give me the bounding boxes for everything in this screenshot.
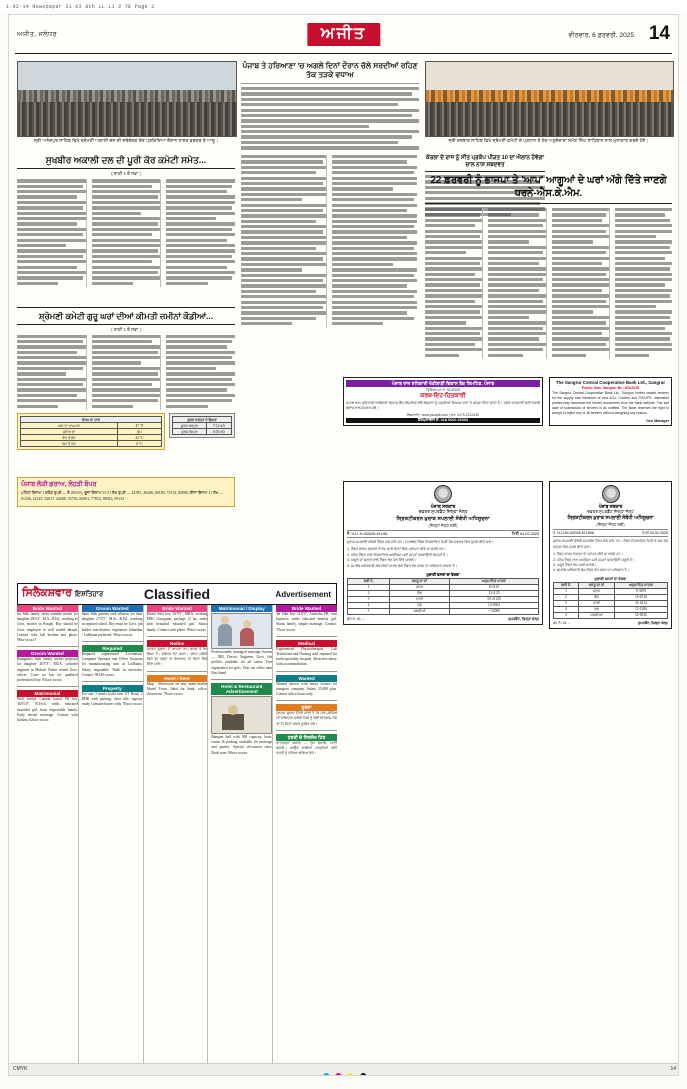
classified-col-2	[82, 605, 144, 1065]
center-headline-body	[241, 87, 419, 150]
table-header: ਅਨੁਮਾਨਿਤ ਮਾਤਰਾ	[450, 578, 539, 584]
classified-section-head: Property	[82, 685, 143, 692]
classified-col-3	[147, 605, 209, 1065]
notice-right-table-caption: ਖ਼ੁਰਾਕੀ ਵਸਤਾਂ ਦਾ ਵੇਰਵਾ	[594, 576, 627, 581]
classified-section-text: Experienced Physiotherapist, Lab Technician and Nursing staff required for multi-speciality hospital. Attractive salary with accommodation.	[276, 646, 337, 667]
center-column-block	[241, 155, 419, 328]
classified-section-head: Notice	[147, 640, 208, 647]
classified-section-head: Wanted	[276, 675, 337, 682]
classified-col-5	[276, 605, 337, 1065]
lottery-title: ਪੰਜਾਬ ਲੱਕੀ ਡਰਾਅ, ਲੋਹੜੀ ਬੰਪਰ	[21, 481, 97, 488]
sangrur-ad-body: The Sangrur Central Cooperative Bank Ltd., Sangrur invites sealed tenders for the supply and handover of new ACs, Coolers and DG/UPS. Interested parties may download the tender documents from the bank website. The last date of submission of tenders is as notified. The Bank reserves the right to accept or reject any or all tenders without assigning any reason.	[552, 391, 669, 416]
lottery-text: ਪਹਿਲਾ ਇਨਾਮ 1 ਕਰੋੜ ਰੁਪਏ — ਏ 265335, ਦੂਜਾ ਇਨਾਮ 51-51 ਲੱਖ ਰੁਪਏ — 24785, 40206, 60189, 73114, 82900, ਤੀਜਾ ਇਨਾਮ 11 ਲੱਖ — 01336, 22145, 33617, 44208, 55730, 66901, 77852, 88043, 99132	[21, 491, 224, 501]
notice-right	[549, 481, 672, 629]
notice-point: 1. ਟੈਂਡਰ ਫਾਰਮ ਦਫ਼ਤਰ ਤੋਂ ਕੰਮ ਵਾਲੇ ਦਿਨਾਂ ਵਿੱਚ ਪ੍ਰਾਪਤ ਕੀਤੇ ਜਾ ਸਕਦੇ ਹਨ।	[347, 547, 447, 552]
lottery-box	[17, 477, 235, 507]
print-header-bar: 1-02-14 Newspaper 31 03 8th LL L1 2 7E Page 2	[0, 0, 687, 14]
top-left-photo-block	[17, 61, 235, 149]
table-header: ਵਸਤੂ ਦਾ ਨਾਂ	[579, 582, 615, 588]
sun-row-value: 6:03 ਵਜੇ	[206, 429, 231, 435]
weather-row-label: ਸ਼ਹਿਰ ਦਾ	[21, 429, 118, 435]
left-lead-col1	[17, 179, 87, 287]
masthead	[15, 19, 672, 54]
classified-section-head: ਧਰਤੀ ਦੇ ਸਿਰਲੇਖ ਹਿਤ	[276, 734, 337, 741]
sun-row-label: ਸੂਰਜ ਛਿਪਣ	[173, 429, 207, 435]
classified-banner-left-sub: ਇਸ਼ਤਿਹਾਰ	[75, 591, 104, 598]
classified-section-text: Shop / Showroom on rent, main market Model Town. Ideal for bank, office, showroom. 78xxx-xxxxx	[146, 681, 208, 697]
table-header: ਵਸਤੂ ਦਾ ਨਾਂ	[390, 578, 450, 584]
notice-left-table	[347, 578, 539, 615]
notice-point: 2. ਹਰੇਕ ਟੈਂਡਰ ਨਾਲ ਅਰਨੈਸਟ ਮਨੀ ਜਮ੍ਹਾਂ ਕਰਵਾਉਣੀ ਜ਼ਰੂਰੀ ਹੈ।	[553, 557, 635, 562]
notice-point: 4. ਸਮਰੱਥ ਅਧਿਕਾਰੀ ਕੋਲ ਬਿਨਾਂ ਕਾਰਨ ਦੱਸੇ ਟੈਂਡਰ ਰੱਦ ਕਰਨ ਦਾ ਅਧਿਕਾਰ ਰਾਖਵਾਂ ਹੈ।	[347, 564, 458, 568]
sangrur-ad-title: The Sangrur Central Cooperative Bank Ltd., Sangrur	[555, 380, 666, 385]
notice-right-subheading: (ਜ਼ਿਲ੍ਹਾ ਜੇਲ੍ਹ ਲਈ)	[596, 522, 625, 528]
left-second-jump: ( ਬਾਕੀ 1 ਤੋਂ ਸਫ਼ਾ )	[111, 326, 141, 332]
notice-right-signature: ਸੁਪਰਡੈਂਟ, ਜ਼ਿਲ੍ਹਾ ਜੇਲ੍ਹ	[638, 620, 668, 625]
table-row: 4 ਖੰਡ 12-6362	[348, 602, 539, 608]
notice-right-body: ਖ਼ੁਰਾਕ ਸਪਲਾਈ ਸੰਬੰਧੀ ਮੋਹਰਬੰਦ ਟੈਂਡਰ ਮੰਗੇ ਜਾਂਦੇ ਹਨ। ਟੈਂਡਰ ਨਿਰਧਾਰਿਤ ਮਿਤੀ ਤੇ ਸਮੇਂ ਤੱਕ ਦਫ਼ਤਰ ਵਿਖੇ ਪੁੱਜਦੇ ਕੀਤੇ ਜਾਣ।	[553, 539, 668, 549]
classified-section-text: Well settled Canada based PR boy 30/5'10", B.Tech, seeks educated beautiful girl from respectable family. Early decent marriage. Contact with biodata. 62xxx-xxxxx	[17, 697, 78, 723]
notice-left-authority: ਪੰਜਾਬ ਸਰਕਾਰ	[430, 504, 456, 509]
notice-left-date: ਮਿਤੀ 04.02.2025	[511, 531, 539, 536]
notice-left-body: ਖ਼ੁਰਾਕ ਸਪਲਾਈ ਸੰਬੰਧੀ ਟੈਂਡਰ ਮੰਗੇ ਜਾਂਦੇ ਹਨ। ਮੋਹਰਬੰਦ ਟੈਂਡਰ ਨਿਰਧਾਰਿਤ ਮਿਤੀ ਤੱਕ ਦਫ਼ਤਰ ਵਿਖੇ ਪੁੱਜਦੇ ਕੀਤੇ ਜਾਣ।	[347, 539, 494, 544]
mid-small-headline: ਕੇਰਲਾ ਦੇ ਰਾਜ ਨੂੰ ਸੀਤ ਪ੍ਰਕੋਪ ਪੀੜਤ 10 ਦਾ ਐਲਾਨ ਹੋਵੇਗਾ ਚਾਲ ਨਾਸ਼ ਸ਼ਬਦਵਤ	[425, 155, 545, 172]
table-row: 3 ਦਾਲਾਂ 50-21125	[348, 596, 539, 602]
weather-row-label: ਅੱਜ ਦਾ ਤਾਪਮਾਨ	[21, 423, 118, 429]
left-second-headline: ਸ਼੍ਰੋਮਣੀ ਕਮੇਟੀ ਗੁਰੂ ਘਰਾਂ ਦੀਆਂ ਕੀਮਤੀ ਜ਼ਮੀਨਾਂ ਕੌਡੀਆਂ...	[17, 311, 235, 325]
classified-section-head: Hotel / Rent	[147, 675, 208, 682]
table-row: 3 ਦਾਲਾਂ 31-6214	[554, 600, 668, 606]
center-col1	[241, 155, 327, 328]
classified-section-head: Required	[82, 645, 143, 652]
table-header: ਅਨੁਮਾਨਿਤ ਮਾਤਰਾ	[614, 582, 667, 588]
notice-left	[343, 481, 543, 625]
page-footer	[9, 1063, 679, 1075]
notice-right-table	[553, 582, 668, 619]
government-emblem-icon	[434, 485, 452, 503]
cyan-dot-icon	[323, 1073, 329, 1076]
classified-banner-mid: Classified	[143, 586, 211, 602]
black-dot-icon	[360, 1073, 366, 1076]
sun-title: ਸੂਰਜ ਚੜ੍ਹਨ ਤੇ ਛਿਪਣ	[173, 417, 232, 423]
classified-section-head: Matrimonial / Display	[211, 605, 272, 612]
classified-banner-right: Advertisement	[275, 590, 331, 599]
newspaper-logo: ਅਜੀਤ	[307, 23, 380, 46]
sangrur-ad-signoff: Gen Manager	[646, 418, 669, 423]
classified-section-text: Wanted drivers with heavy licence for transport company. Salary 25,000 plus. Contact office hours only.	[276, 681, 337, 697]
notice-right-office: ਦਫ਼ਤਰ ਸੁਪਰਡੈਂਟ ਜ਼ਿਲ੍ਹਾ ਜੇਲ੍ਹ	[587, 509, 634, 514]
classified-display-graphic	[211, 613, 272, 649]
weather-row-label: ਘੱਟ ਤੋਂ ਘੱਟ	[21, 441, 118, 447]
classified-banner	[17, 583, 337, 605]
yellow-dot-icon	[348, 1073, 354, 1076]
classified-section-text: Banquet hall with 500 capacity, lawn, rooms & parking available for marriage and parties. Special off-season rates. Book now: 98xxx-xxxxx	[211, 735, 273, 755]
notice-right-date: ਮਿਤੀ 04.02.2025	[642, 531, 668, 536]
bank-ad-title: ਪੰਜਾਬ ਰਾਜ ਸਹਿਕਾਰੀ ਖੇਤੀਬਾੜੀ ਵਿਕਾਸ ਬੈਂਕ ਲਿਮਟਿਡ, ਪੰਜਾਬ	[346, 380, 540, 387]
notice-left-subheading: (ਜ਼ਿਲ੍ਹਾ ਜੇਲ੍ਹ ਲਈ)	[428, 522, 458, 528]
table-row: 2 ਚੌਲ 16-2516	[554, 594, 668, 600]
notice-left-table-caption: ਖ਼ੁਰਾਕੀ ਵਸਤਾਂ ਦਾ ਵੇਰਵਾ	[426, 572, 460, 577]
bank-ad-helpline: ਹੈਲਪਲਾਈਨ ਨੰ: 018 0000 30303	[346, 418, 540, 423]
photo-left-caption: ਸ੍ਰੀ ਅਨੰਦਪੁਰ ਸਾਹਿਬ ਵਿਖੇ ਸ਼੍ਰੋਮਣੀ ਅਕਾਲੀ ਦਲ ਦੀ ਜਥੇਬੰਦਕ ਚੋਣ ਪ੍ਰਕਿਰਿਆ ਦੌਰਾਨ ਹਾਜ਼ਰ ਵਰਕਰ ਤੇ ਆਗੂ।	[33, 138, 219, 143]
classified-section-text: Professionally managed marriage bureau — NRI, Doctor, Engineer, Govt. Job profiles available for all castes. Free registration for girls. Visit our office near Bus Stand.	[211, 650, 273, 675]
right-lead-headline: 22 ਫ਼ਰਵਰੀ ਨੂੰ ਭਾਜਪਾ ਤੇ 'ਆਪ' ਆਗੂਆਂ ਦੇ ਘਰਾਂ ਅੱਗੇ ਦਿੱਤੇ ਜਾਣਗੇ ਧਰਨੇ-ਐਸ.ਕੇ.ਐਮ.	[425, 175, 672, 204]
notice-point: 4. ਸਮਰੱਥ ਅਧਿਕਾਰੀ ਕੋਲ ਟੈਂਡਰ ਰੱਦ ਕਰਨ ਦਾ ਅਧਿਕਾਰ ਹੈ।	[553, 568, 630, 573]
left-lead-headline: ਸੁਖਬੀਰ ਅਕਾਲੀ ਦਲ ਦੀ ਪੂਰੀ ਕੋਰ ਕਮੇਟੀ ਸਮੇਤ...	[17, 155, 235, 169]
government-emblem-icon	[602, 485, 620, 503]
photo-right-caption: ਸ੍ਰੀ ਦਰਬਾਰ ਸਾਹਿਬ ਵਿਖੇ ਸ਼੍ਰੋਮਣੀ ਕਮੇਟੀ ਦੇ ਪ੍ਰਧਾਨ ਤੇ ਹੋਰ ਅਹੁਦੇਦਾਰਾਂ ਸਮੇਤ ਸਿੰਘ ਸਾਹਿਬਾਨ ਨਾਲ ਮੁਲਾਕਾਤ ਕਰਦੇ ਹੋਏ।	[448, 138, 649, 143]
right-lead-col1	[425, 208, 483, 359]
weather-title: ਮੌਸਮ ਦਾ ਹਾਲ	[21, 417, 162, 423]
table-row: 5 ਸਬਜ਼ੀਆਂ + 52000	[348, 608, 539, 614]
notice-right-heading: ਸ੍ਰਿਸ਼ਟੀਕਰਨ ਖ਼ੁਰਾਕ ਸਪਲਾਈ ਸੰਬੰਧੀ ਅਧਿਸੂਚਨਾ	[567, 516, 654, 521]
classified-section-head: Groom Wanted	[17, 650, 78, 657]
classified-section-text: Required experienced Accountant, Computer Operator and Office Assistant for manufacturing unit at Ludhiana. Salary negotiable. Walk in interview. Contact: 98140-xxxxx	[81, 652, 143, 677]
table-row: 4 ਖੰਡ 12-1206	[554, 606, 668, 612]
classified-section-text: Khatri Sikh boy 29/5'9", MBA, working MNC Gurugram, package 12 lac, seeks slim beautiful educated girl. Status family. Contact with photo. 99xxx-xxxxx	[146, 612, 208, 632]
left-lead-jump: ( ਬਾਕੀ 1 ਤੋਂ ਸਫ਼ਾ )	[111, 171, 141, 177]
table-row: 5 ਸਬਜ਼ੀਆਂ 52-6926	[554, 612, 668, 618]
classified-section-head: Bride Wanted	[17, 605, 78, 612]
table-row: 1 ਕਣਕ 8-2125	[348, 584, 539, 590]
notice-point: 1. ਟੈਂਡਰ ਫਾਰਮ ਦਫ਼ਤਰ ਤੋਂ ਪ੍ਰਾਪਤ ਕੀਤੇ ਜਾ ਸਕਦੇ ਹਨ।	[553, 552, 624, 557]
weather-row-value: 6 °C	[117, 441, 161, 447]
classified-section-head: Bride Wanted	[276, 605, 337, 612]
weather-table	[20, 416, 162, 447]
right-lead-col2	[488, 208, 546, 359]
center-col2	[332, 155, 417, 328]
weather-row-value: 47 °F	[117, 423, 161, 429]
notice-point: 3. ਅਧੂਰੇ ਟੈਂਡਰ ਰੱਦ ਸਮਝੇ ਜਾਣਗੇ।	[553, 562, 597, 567]
bank-ad-brand: ਕਰਜ਼-ਇਹ-ਹਿਤਕਾਰੀ	[420, 393, 466, 399]
notice-left-ref: ਨੰ. HJ-I-H-II/2026-KH-66	[347, 531, 388, 536]
notice-left-office: ਦਫ਼ਤਰ ਸੁਪਰਡੈਂਟ ਜ਼ਿਲ੍ਹਾ ਜੇਲ੍ਹ	[418, 509, 468, 514]
classified-section-text: Saini Sikh parents seek alliance for their daughter 27/5'5", M.Sc. B.Ed., teaching in reputed school. Boy must be Govt. job holder, non-drinker, vegetarian. Jalandhar / Ludhiana preferred. 98xxx-xxxxx	[81, 612, 143, 637]
bank-advertisement	[343, 377, 543, 426]
classified-section-text: Jat Sikh family seeks suitable match for daughter 28/5'4", M.A., B.Ed., working as Govt. teacher in Punjab. Boy should be Govt. employee or well settled abroad. Contact with full biodata and photo. 98xx-xxxxx7	[17, 612, 78, 643]
magenta-dot-icon	[335, 1073, 341, 1076]
classified-section-text: ਵਾਤਾਵਰਨ ਬਚਾਓ — ਰੁੱਖ ਲਗਾਓ, ਪਾਣੀ ਬਚਾਓ। ਆਉਣ ਵਾਲੀਆਂ ਪੀੜ੍ਹੀਆਂ ਲਈ ਧਰਤੀ ਨੂੰ ਹਰਿਆ-ਭਰਿਆ ਰੱਖੋ।	[276, 740, 337, 756]
weather-box	[17, 413, 165, 450]
classified-section-text: ਜਨਤਕ ਸੂਚਨਾ: ਮੈਂ ਆਪਣਾ ਨਾਮ ਬਦਲ ਕੇ ਰੱਖ ਲਿਆ ਹੈ। ਸਬੰਧਤ ਨੋਟ ਕਰਨ। ਪਲਾਟ ਸਬੰਧੀ ਕਿਸੇ ਵੀ ਤਰ੍ਹਾਂ ਦਾ ਇਤਰਾਜ਼ 15 ਦਿਨਾਂ ਵਿੱਚ ਦਿੱਤਾ ਜਾਵੇ।	[146, 646, 208, 667]
classified-section-head: Matrimonial	[17, 690, 78, 697]
notice-left-signature: ਸੁਪਰਡੈਂਟ, ਜ਼ਿਲ੍ਹਾ ਜੇਲ੍ਹ	[508, 616, 539, 621]
notice-point: 3. ਅਧੂਰੇ ਜਾਂ ਸ਼ਰਤਾਂ ਵਾਲੇ ਟੈਂਡਰ ਰੱਦ ਕਰ ਦਿੱਤੇ ਜਾਣਗੇ।	[347, 558, 417, 563]
classified-section-text: Jat Sikh boy 31/6'0", Australia PR, own business, seeks educated homely girl. Status family, simple marriage. Contact: 70xxx-xxxxx	[276, 612, 337, 632]
table-header: ਲੜੀ ਨੰ.	[348, 578, 390, 584]
weather-row-value: ਧੁੱਪ	[117, 429, 161, 435]
classified-section-head: ਸੂਚਨਾ	[276, 704, 337, 711]
newspaper-sheet	[8, 14, 679, 1076]
classified-section-head: Hotel & Restaurant Advertisement	[211, 683, 272, 695]
classified-columns	[17, 605, 337, 1065]
footer-page-number: 14	[670, 1066, 676, 1072]
notice-left-points	[347, 547, 539, 569]
weather-row-label: ਵੱਧ ਤੋਂ ਵੱਧ	[21, 435, 118, 441]
notice-point: 2. ਹਰੇਕ ਟੈਂਡਰ ਨਾਲ ਨਿਰਧਾਰਿਤ ਅਰਨੈਸਟ ਮਨੀ ਜਮ੍ਹਾਂ ਕਰਵਾਉਣੀ ਲਾਜ਼ਮੀ ਹੈ।	[347, 552, 448, 557]
footer-colormark: CMYK	[13, 1066, 28, 1072]
classified-section-text: Ramgarhia Sikh family invites proposal for daughter 26/5'3", MCA, software engineer in Mohali. Father retired Govt. officer. Caste no bar for qualified professional boy. 94xxx-xxxxx	[17, 657, 78, 683]
table-row: 1 ਕਣਕ 8-3659	[554, 588, 668, 594]
weather-row-value: 22 °C	[117, 435, 161, 441]
edition-label: ਅਜੀਤ, ਜਲੰਧਰ	[17, 31, 57, 38]
classified-col-1	[17, 605, 79, 1065]
classified-section-text: For sale 5 marla kothi near GT Road, 2 BHK with parking, clear title, registry ready. Genuine buyers only. 95xxx-xxxxx	[81, 692, 143, 707]
center-headline: ਪੰਜਾਬ ਤੇ ਹਰਿਆਣਾ 'ਚ ਅਗਲੇ ਦਿਨਾਂ ਦੌਰਾਨ ਚੱਲੇ ਸਰਦੀਆਂ ਰਹਿਣ ਤੱਕ ਤੜਕੇ ਵਧਾਅ	[242, 61, 418, 80]
bank-ad-sub: ਵਿਗਿਆਪਨ ਨੰ: 01/2025	[426, 388, 460, 392]
notice-left-heading: ਸ੍ਰਿਸ਼ਟੀਕਰਨ ਖ਼ੁਰਾਕ ਸਪਲਾਈ ਸੰਬੰਧੀ ਅਧਿਸੂਚਨਾ	[396, 516, 490, 522]
left-second-block	[17, 307, 235, 410]
table-header: ਲੜੀ ਨੰ.	[554, 582, 579, 588]
left-lead-col3	[166, 179, 235, 287]
table-row: 2 ਚੌਲ 12-4.25	[348, 590, 539, 596]
bank-ad-body: ਪੰਜਾਬ ਰਾਜ ਸਹਿਕਾਰੀ ਖੇਤੀਬਾੜੀ ਵਿਕਾਸ ਬੈਂਕ ਲਿਮਟਿਡ ਵੱਲੋਂ ਕਿਸਾਨਾਂ ਨੂੰ ਸਸਤੀਆਂ ਵਿਆਜ ਦਰਾਂ 'ਤੇ ਕਰਜ਼ਾ ਦਿੱਤਾ ਜਾਂਦਾ ਹੈ। ਵਧੇਰੇ ਜਾਣਕਾਰੀ ਲਈ ਨੇੜਲੀ ਬ੍ਰਾਂਚ ਨਾਲ ਸੰਪਰਕ ਕਰੋ।	[346, 401, 540, 411]
notice-right-authority: ਪੰਜਾਬ ਸਰਕਾਰ	[598, 504, 623, 509]
classified-banner-left: ਸਿਲੈਕਸ਼ਵਾਰ	[22, 587, 72, 599]
page-number: 14	[648, 23, 670, 44]
left-lead-block	[17, 155, 235, 287]
classified-section-head: Groom Wanted	[82, 605, 143, 612]
center-headline-block	[241, 61, 419, 152]
notice-right-phone: ਫ਼ੋਨ ਨੰ: 01 ...	[553, 620, 571, 625]
notice-right-ref: ਨੰ. H-I-UH-II/2026-KH-806	[553, 531, 594, 536]
sun-row-label: ਸੂਰਜ ਚੜ੍ਹਨ	[173, 423, 207, 429]
sun-row-value: 7:12 ਵਜੇ	[206, 423, 231, 429]
right-lead-col3	[552, 208, 610, 359]
classified-section-head: Medical	[276, 640, 337, 647]
photo-right	[425, 61, 674, 137]
bank-ad-contact: ਵੈੱਬਸਾਈਟ: www.pscadb.com | ਫ਼ੋਨ: 0175-2212345	[407, 412, 479, 417]
classified-col-4	[211, 605, 273, 1065]
top-right-photo-block	[425, 61, 672, 149]
photo-left	[17, 61, 237, 137]
left-lead-col2	[92, 179, 162, 287]
classified-display-graphic-2	[211, 696, 272, 734]
left-second-col1	[17, 335, 87, 410]
sunrise-table	[172, 416, 232, 435]
notice-left-phone: ਫ਼ੋਨ ਨੰ: 01 ...	[347, 616, 365, 621]
sangrur-ad-sub: Public Sale, Sangrur Br.: HO/2025	[581, 386, 640, 390]
sunrise-box	[169, 413, 235, 438]
sangrur-bank-advertisement	[549, 377, 672, 426]
right-lead-block	[425, 155, 672, 359]
notice-right-points	[553, 552, 668, 574]
classified-section-head: Bride Wanted	[147, 605, 208, 612]
right-lead-col4	[615, 208, 672, 359]
classified-section-text: ਜਨਤਕ ਸੂਚਨਾ ਦਿੱਤੀ ਜਾਂਦੀ ਹੈ ਕਿ ਮੇਰੇ ਮੁਵੱਕਿਲ ਦੀ ਜਾਇਦਾਦ ਸਬੰਧੀ ਕਿਸੇ ਨੂੰ ਕੋਈ ਇਤਰਾਜ਼ ਹੋਵੇ ਤਾਂ 15 ਦਿਨਾਂ ਅੰਦਰ ਸੂਚਿਤ ਕਰੇ।	[276, 711, 337, 726]
left-second-col3	[166, 335, 235, 410]
left-second-col2	[92, 335, 162, 410]
issue-date: ਵੀਰਵਾਰ, 6 ਫ਼ਰਵਰੀ, 2025	[568, 32, 634, 39]
